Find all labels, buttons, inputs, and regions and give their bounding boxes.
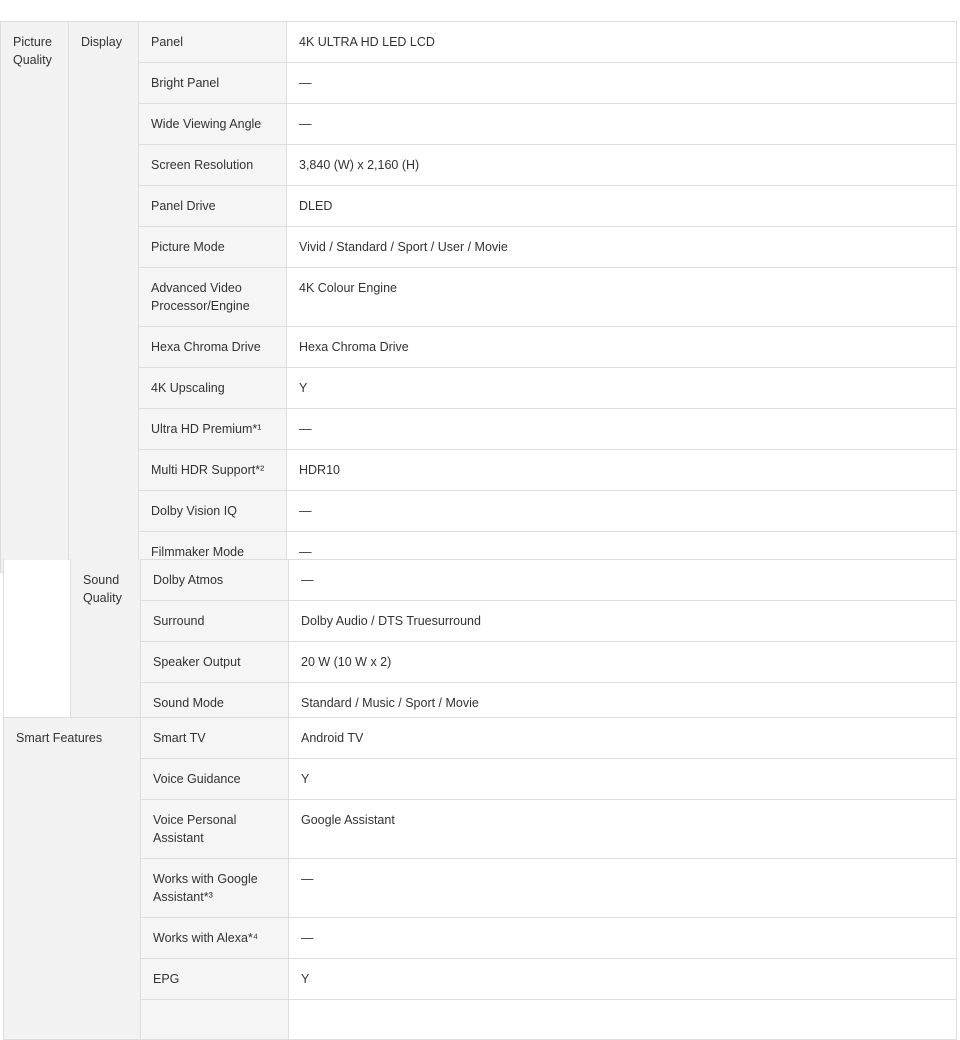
feature-label: Picture Mode [139, 227, 287, 268]
feature-value: — [287, 532, 957, 573]
category-spacer [4, 560, 71, 724]
feature-label: Voice Guidance [141, 759, 289, 800]
feature-value: Vivid / Standard / Sport / User / Movie [287, 227, 957, 268]
feature-label: Voice Personal Assistant [141, 800, 289, 859]
feature-label: Ultra HD Premium*¹ [139, 409, 287, 450]
feature-value: — [289, 859, 957, 918]
feature-label: Surround [141, 601, 289, 642]
feature-label: Panel [139, 22, 287, 63]
feature-label: 4K Upscaling [139, 368, 287, 409]
smart-features-table [3, 717, 957, 1040]
feature-value: Y [289, 759, 957, 800]
feature-value: 3,840 (W) x 2,160 (H) [287, 145, 957, 186]
feature-label: Smart TV [141, 718, 289, 759]
feature-value: 4K Colour Engine [287, 268, 957, 327]
feature-label: Dolby Vision IQ [139, 491, 287, 532]
category-picture-quality: Picture Quality [1, 22, 69, 573]
category-smart-features: Smart Features [4, 718, 141, 1040]
feature-label: Bright Panel [139, 63, 287, 104]
subcategory-sound-quality: Sound Quality [71, 560, 141, 724]
feature-label: Wide Viewing Angle [139, 104, 287, 145]
feature-value: 4K ULTRA HD LED LCD [287, 22, 957, 63]
feature-label: Dolby Atmos [141, 560, 289, 601]
feature-value: — [287, 491, 957, 532]
subcategory-display: Display [69, 22, 139, 573]
feature-label: EPG [141, 959, 289, 1000]
feature-value: — [287, 104, 957, 145]
feature-label: Filmmaker Mode [139, 532, 287, 573]
feature-value [289, 1000, 957, 1040]
feature-value: — [287, 409, 957, 450]
feature-label: Panel Drive [139, 186, 287, 227]
feature-label: Screen Resolution [139, 145, 287, 186]
feature-label: Speaker Output [141, 642, 289, 683]
feature-value: HDR10 [287, 450, 957, 491]
feature-value: Y [289, 959, 957, 1000]
feature-label [141, 1000, 289, 1040]
feature-value: Hexa Chroma Drive [287, 327, 957, 368]
feature-label: Multi HDR Support*² [139, 450, 287, 491]
feature-value: 20 W (10 W x 2) [289, 642, 957, 683]
feature-label: Works with Google Assistant*³ [141, 859, 289, 918]
feature-value: Google Assistant [289, 800, 957, 859]
feature-value: — [289, 918, 957, 959]
feature-value: DLED [287, 186, 957, 227]
feature-label: Hexa Chroma Drive [139, 327, 287, 368]
feature-value: — [287, 63, 957, 104]
picture-quality-table [0, 21, 957, 573]
feature-value: Dolby Audio / DTS Truesurround [289, 601, 957, 642]
feature-label: Works with Alexa*⁴ [141, 918, 289, 959]
feature-value: — [289, 560, 957, 601]
feature-label: Sound Mode [141, 683, 289, 724]
feature-label: Advanced Video Processor/Engine [139, 268, 287, 327]
feature-value: Y [287, 368, 957, 409]
sound-quality-table [3, 559, 957, 724]
feature-value: Android TV [289, 718, 957, 759]
feature-value: Standard / Music / Sport / Movie [289, 683, 957, 724]
